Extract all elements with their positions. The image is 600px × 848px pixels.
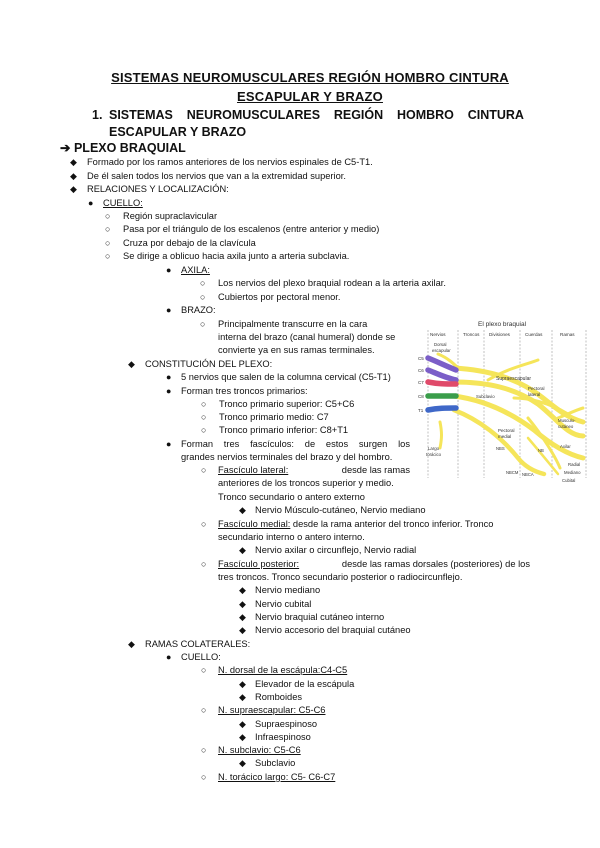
disc-bullet-icon: ● xyxy=(166,439,172,449)
diamond-bullet-icon: ◆ xyxy=(70,171,77,181)
section-heading-word: SISTEMAS xyxy=(109,108,173,122)
brazo-text: Principalmente transcurre en la cara xyxy=(218,319,368,329)
circle-bullet-icon: ○ xyxy=(201,519,207,529)
section-heading-line1 xyxy=(109,108,524,122)
axila-label: AXILA: xyxy=(181,265,210,275)
muscle-item: Subclavio xyxy=(255,758,296,768)
diagram-label: torácico xyxy=(426,452,442,457)
list-item: 5 nervios que salen de la columna cervical (C5-T1) xyxy=(181,372,391,382)
diagram-label: medial xyxy=(498,434,512,439)
fasciculo-medial-line2: secundario interno o antero interno. xyxy=(218,532,365,542)
disc-bullet-icon: ● xyxy=(166,386,172,396)
fasciculos-line1: Forman tres fascículos: de estos surgen los xyxy=(181,439,410,449)
diamond-bullet-icon: ◆ xyxy=(239,585,246,595)
section-heading-word: NEUROMUSCULARES xyxy=(186,108,321,122)
colaterales-cuello: CUELLO: xyxy=(181,652,221,662)
section-heading-word: CINTURA xyxy=(467,108,524,122)
nerve-item: Nervio mediano xyxy=(255,585,321,595)
nerve-item: Nervio Músculo-cutáneo, Nervio mediano xyxy=(255,505,426,515)
diamond-bullet-icon: ◆ xyxy=(70,184,77,194)
circle-bullet-icon: ○ xyxy=(201,705,207,715)
circle-bullet-icon: ○ xyxy=(201,412,207,422)
plexo-heading-text: PLEXO BRAQUIAL xyxy=(73,141,186,155)
root-label: C6 xyxy=(418,368,424,373)
diagram-label: escapular xyxy=(432,348,451,353)
list-item: Forman tres troncos primarios: xyxy=(181,386,308,396)
nerve-name: N. supraescapular: C5-C6 xyxy=(218,705,326,715)
circle-bullet-icon: ○ xyxy=(200,292,206,302)
circle-bullet-icon: ○ xyxy=(201,465,207,475)
nerve-name: N. dorsal de la escápula:C4-C5 xyxy=(218,665,348,675)
diamond-bullet-icon: ◆ xyxy=(239,679,246,689)
column-label: Nervios xyxy=(430,332,446,337)
brazo-text-line3: convierte ya en sus ramas terminales. xyxy=(218,345,375,355)
circle-bullet-icon: ○ xyxy=(105,211,111,221)
nerve-item: Nervio accesorio del braquial cutáneo xyxy=(255,625,411,635)
diagram-label: Largo xyxy=(428,446,439,451)
nerve-path xyxy=(440,422,442,448)
nerve-item: Nervio cubital xyxy=(255,599,312,609)
column-label: Divisiones xyxy=(489,332,510,337)
root-label: C5 xyxy=(418,356,424,361)
diagram-label: Subclavio xyxy=(476,394,495,399)
brazo-text-line1 xyxy=(218,318,410,331)
fasciculos-line2: grandes nervios terminales del brazo y del hombro. xyxy=(181,452,393,462)
diamond-bullet-icon: ◆ xyxy=(239,625,246,635)
fasciculo-posterior-text: desde las ramas dorsales (posteriores) de los xyxy=(341,559,530,569)
root-t1-path xyxy=(428,408,456,410)
diagram-label: Dorsal xyxy=(434,342,447,347)
nerve-paths xyxy=(438,354,583,474)
fasciculo-posterior-line2: tres troncos. Tronco secundario posterior o radiocircunflejo. xyxy=(218,572,463,582)
list-item: Región supraclavicular xyxy=(123,211,218,221)
fasciculo-lateral-line1 xyxy=(218,464,410,477)
muscle-item: Infraespinoso xyxy=(255,732,311,742)
root-label: T1 xyxy=(418,408,424,413)
root-label: C8 xyxy=(418,394,424,399)
root-c6-path xyxy=(428,370,456,380)
circle-bullet-icon: ○ xyxy=(105,251,111,261)
diagram-label: Pectoral xyxy=(528,386,545,391)
cuello-label: CUELLO: xyxy=(103,198,143,208)
brazo-label: BRAZO: xyxy=(181,305,216,315)
section-number: 1. xyxy=(92,108,103,122)
circle-bullet-icon: ○ xyxy=(201,399,207,409)
diagram-label: Cubital xyxy=(562,478,576,483)
fasciculo-posterior-line1 xyxy=(218,558,530,571)
circle-bullet-icon: ○ xyxy=(200,319,206,329)
diamond-bullet-icon: ◆ xyxy=(128,359,135,369)
fasciculo-posterior-name: Fascículo posterior: xyxy=(218,559,300,569)
list-item: Formado por los ramos anteriores de los nervios espinales de C5-T1. xyxy=(87,157,373,167)
list-item: RELACIONES Y LOCALIZACIÓN: xyxy=(87,184,229,194)
disc-bullet-icon: ● xyxy=(166,305,172,315)
diamond-bullet-icon: ◆ xyxy=(239,599,246,609)
brazo-text-line2: interna del brazo (canal humeral) donde se xyxy=(218,332,396,342)
circle-bullet-icon: ○ xyxy=(105,224,111,234)
root-c7-path xyxy=(428,382,456,384)
diagram-label: Pectoral xyxy=(498,428,515,433)
colaterales-label: RAMAS COLATERALES: xyxy=(145,639,251,649)
circle-bullet-icon: ○ xyxy=(200,278,206,288)
diamond-bullet-icon: ◆ xyxy=(128,639,135,649)
plexo-heading xyxy=(60,140,186,155)
diagram-label: cutáneo xyxy=(558,424,574,429)
diagram-label: NBCA xyxy=(522,472,534,477)
diagram-title: El plexo braquial xyxy=(478,321,527,328)
diagram-label: NBCM xyxy=(506,470,519,475)
brachial-plexus-diagram xyxy=(418,318,590,488)
fasciculo-medial-line1 xyxy=(218,518,493,531)
disc-bullet-icon: ● xyxy=(166,372,172,382)
disc-bullet-icon: ● xyxy=(88,198,94,208)
circle-bullet-icon: ○ xyxy=(201,559,207,569)
diagram-label: Mediano xyxy=(564,470,581,475)
section-heading-line2: ESCAPULAR Y BRAZO xyxy=(109,125,247,139)
list-item: Pasa por el triángulo de los escalenos (entre anterior y medio) xyxy=(123,224,380,234)
constitucion-label: CONSTITUCIÓN DEL PLEXO: xyxy=(145,359,273,369)
diamond-bullet-icon: ◆ xyxy=(239,732,246,742)
column-label: Ramas xyxy=(560,332,575,337)
nerve-name: N. subclavio: C5-C6 xyxy=(218,745,301,755)
list-item: Cubiertos por pectoral menor. xyxy=(218,292,341,302)
diagram-label: Musculo- xyxy=(558,418,576,423)
disc-bullet-icon: ● xyxy=(166,652,172,662)
section-heading-word: REGIÓN xyxy=(333,108,384,122)
document-title-line2: ESCAPULAR Y BRAZO xyxy=(237,89,383,104)
circle-bullet-icon: ○ xyxy=(201,425,207,435)
root-label: C7 xyxy=(418,380,424,385)
document-title-line1: SISTEMAS NEUROMUSCULARES REGIÓN HOMBRO CINTURA xyxy=(111,70,509,85)
fasciculo-lateral-text: desde las ramas xyxy=(341,465,410,475)
muscle-item: Supraespinoso xyxy=(255,719,318,729)
muscle-item: Elevador de la escápula xyxy=(255,679,355,689)
diagram-label: Axilar xyxy=(560,444,571,449)
diagram-label: NB xyxy=(538,448,544,453)
list-item: De él salen todos los nervios que van a la extremidad superior. xyxy=(87,171,346,181)
diamond-bullet-icon: ◆ xyxy=(239,505,246,515)
fasciculo-lateral-line3: Tronco secundario o antero externo xyxy=(218,492,365,502)
diamond-bullet-icon: ◆ xyxy=(239,692,246,702)
diagram-label: Supraescapular xyxy=(496,376,532,382)
list-item: Se dirige a oblicuo hacia axila junto a arteria subclavia. xyxy=(123,251,350,261)
arrow-icon: ➔ xyxy=(60,141,71,155)
diagram-label: lateral xyxy=(528,392,541,397)
brachial-plexus-figure xyxy=(418,318,590,488)
nerve-item: Nervio axilar o circunflejo, Nervio radial xyxy=(255,545,417,555)
root-paths xyxy=(428,358,456,410)
section-heading-word: HOMBRO xyxy=(396,108,454,122)
list-item: Cruza por debajo de la clavícula xyxy=(123,238,256,248)
diamond-bullet-icon: ◆ xyxy=(239,545,246,555)
diamond-bullet-icon: ◆ xyxy=(239,719,246,729)
diamond-bullet-icon: ◆ xyxy=(239,612,246,622)
column-label: Cuerdas xyxy=(525,332,543,337)
nerve-item: Nervio braquial cutáneo interno xyxy=(255,612,385,622)
muscle-item: Romboides xyxy=(255,692,303,702)
tronco-item: Tronco primario inferior: C8+T1 xyxy=(219,425,349,435)
diagram-label: Radial xyxy=(568,462,581,467)
list-item: Los nervios del plexo braquial rodean a la arteria axilar. xyxy=(218,278,446,288)
diamond-bullet-icon: ◆ xyxy=(70,157,77,167)
column-label: Troncos xyxy=(463,332,480,337)
fasciculo-lateral-line2: anteriores de los troncos superior y medio. xyxy=(218,478,394,488)
tronco-item: Tronco primario medio: C7 xyxy=(219,412,329,422)
diagram-label: NBS xyxy=(496,446,505,451)
circle-bullet-icon: ○ xyxy=(105,238,111,248)
fasciculo-medial-text: desde la rama anterior del tronco inferior. Tronco xyxy=(290,519,494,529)
disc-bullet-icon: ● xyxy=(166,265,172,275)
diamond-bullet-icon: ◆ xyxy=(239,758,246,768)
tronco-item: Tronco primario superior: C5+C6 xyxy=(219,399,355,409)
column-grid xyxy=(428,330,586,478)
circle-bullet-icon: ○ xyxy=(201,665,207,675)
fasciculo-lateral-name: Fascículo lateral: xyxy=(218,465,289,475)
fasciculo-medial-name: Fascículo medial: xyxy=(218,519,291,529)
circle-bullet-icon: ○ xyxy=(201,772,207,782)
circle-bullet-icon: ○ xyxy=(201,745,207,755)
nerve-name: N. torácico largo: C5- C6-C7 xyxy=(218,772,336,782)
